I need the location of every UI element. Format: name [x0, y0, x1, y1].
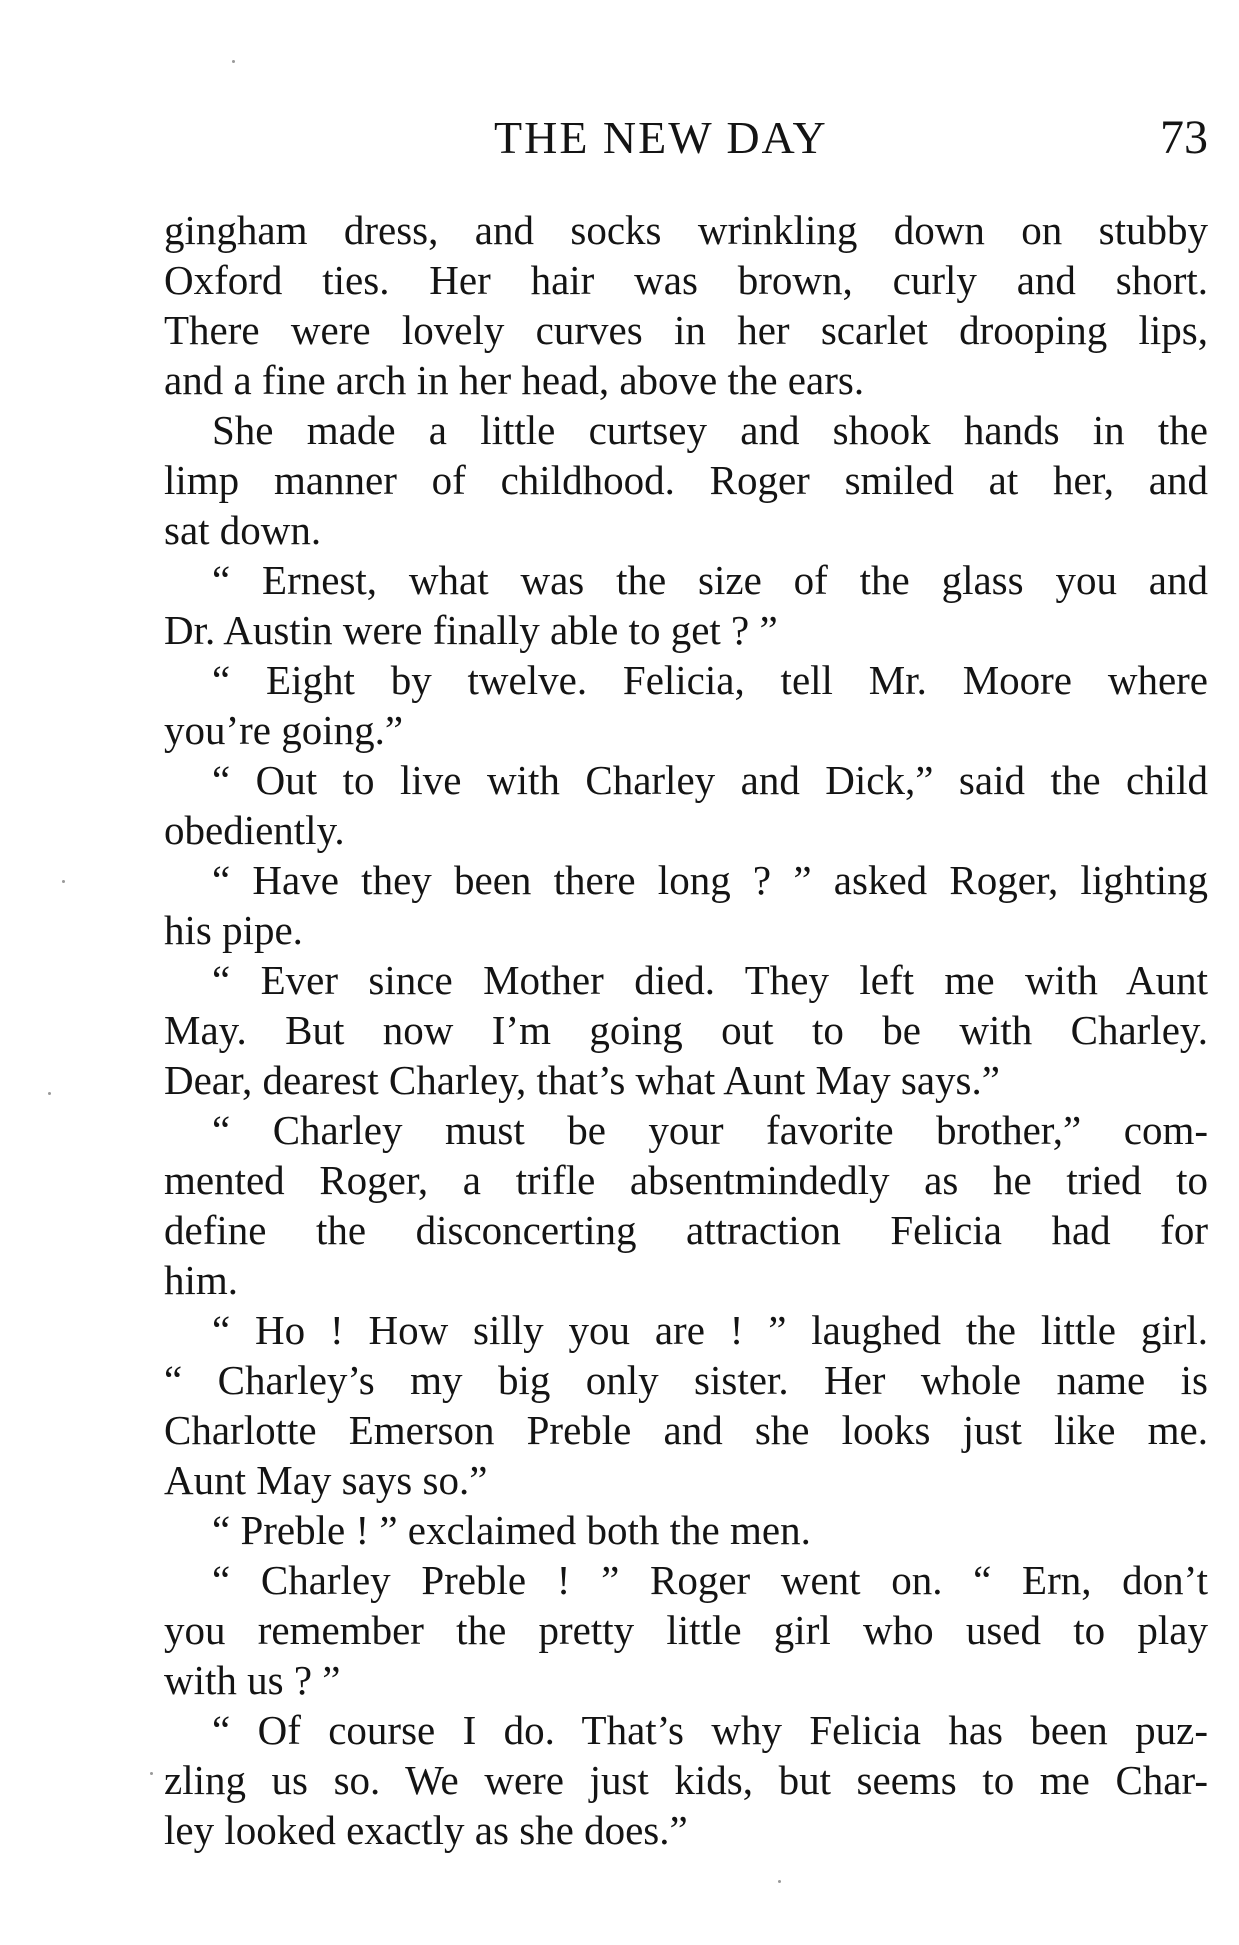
text-line: mented Roger, a trifle absentmindedly as he tried to: [164, 1157, 1208, 1203]
text-line: you remember the pretty little girl who used to play: [164, 1607, 1208, 1653]
text-line: “ Ernest, what was the size of the glass you and: [212, 557, 1208, 603]
text-line: “ Of course I do. That’s why Felicia has been puz-: [212, 1707, 1208, 1753]
text-line: Oxford ties. Her hair was brown, curly and short.: [164, 257, 1208, 303]
text-line: zling us so. We were just kids, but seems to me Char-: [164, 1757, 1208, 1803]
text-line: his pipe.: [164, 907, 303, 953]
text-line: Dear, dearest Charley, that’s what Aunt May says.”: [164, 1057, 1000, 1103]
text-line: Aunt May says so.”: [164, 1457, 488, 1503]
text-line: you’re going.”: [164, 707, 404, 753]
text-line: and a fine arch in her head, above the ears.: [164, 357, 865, 403]
paper-speck: [150, 1772, 153, 1775]
text-line: with us ? ”: [164, 1657, 341, 1703]
text-line: “ Ever since Mother died. They left me with Aunt: [212, 957, 1208, 1003]
text-line: obediently.: [164, 807, 345, 853]
text-line: “ Charley’s my big only sister. Her whole name is: [164, 1357, 1208, 1403]
text-line: ley looked exactly as she does.”: [164, 1807, 688, 1853]
page-number: 73: [1160, 111, 1208, 164]
paper-speck: [232, 60, 235, 63]
text-line: Dr. Austin were finally able to get ? ”: [164, 607, 778, 653]
text-line: She made a little curtsey and shook hands in the: [212, 407, 1208, 453]
text-line: sat down.: [164, 507, 322, 553]
running-head: [164, 108, 1208, 168]
text-line: “ Out to live with Charley and Dick,” said the child: [212, 757, 1208, 803]
text-line: “ Charley Preble ! ” Roger went on. “ Ern, don’t: [212, 1557, 1208, 1603]
text-line: limp manner of childhood. Roger smiled at her, and: [164, 457, 1208, 503]
text-line: define the disconcerting attraction Felicia had for: [164, 1207, 1208, 1253]
body-text: [164, 205, 1208, 1855]
text-line: There were lovely curves in her scarlet drooping lips,: [164, 307, 1208, 353]
text-line: “ Have they been there long ? ” asked Roger, lighting: [212, 857, 1208, 903]
paper-speck: [778, 1880, 781, 1883]
text-line: Charlotte Emerson Preble and she looks just like me.: [164, 1407, 1208, 1453]
text-line: “ Eight by twelve. Felicia, tell Mr. Moore where: [212, 657, 1208, 703]
paper-speck: [62, 880, 65, 883]
text-line: gingham dress, and socks wrinkling down on stubby: [164, 207, 1208, 253]
text-line: “ Ho ! How silly you are ! ” laughed the little girl.: [212, 1307, 1208, 1353]
paper-speck: [48, 1092, 51, 1095]
running-title: THE NEW DAY: [494, 112, 828, 163]
text-line: May. But now I’m going out to be with Charley.: [164, 1007, 1208, 1053]
text-line: “ Preble ! ” exclaimed both the men.: [212, 1507, 811, 1553]
text-line: him.: [164, 1257, 239, 1303]
text-line: “ Charley must be your favorite brother,” com-: [212, 1107, 1208, 1153]
